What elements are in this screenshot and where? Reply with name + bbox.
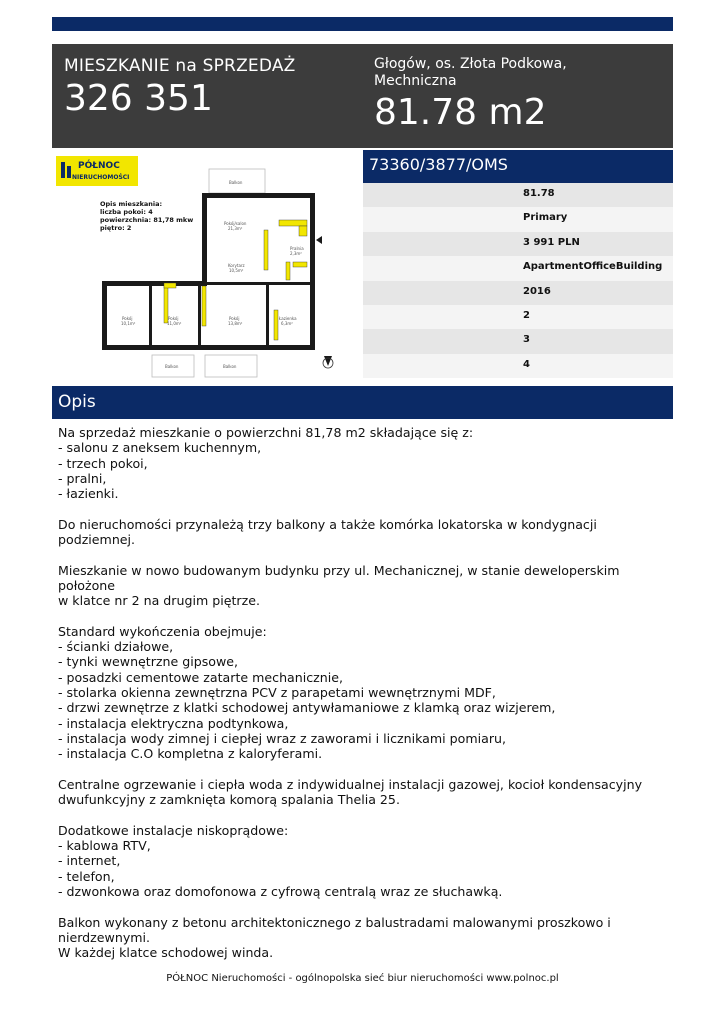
floor-plan-drawing — [52, 150, 360, 380]
description-line: - internet, — [58, 853, 121, 869]
offer-id: 73360/3877/OMS — [363, 150, 673, 183]
property-row-area: 81.78 — [363, 183, 673, 207]
plan-label-room3-area: 13,8m² — [228, 321, 243, 326]
plan-label-room2-area: 11,0m² — [167, 321, 182, 326]
plan-label-living-area: 21,3m² — [228, 226, 243, 231]
description-line: nierdzewnymi. — [58, 929, 151, 945]
description — [58, 425, 670, 976]
property-table — [363, 183, 673, 378]
plan-label-room3: Pokój — [229, 316, 240, 321]
plan-label-pralnia: Pralnia — [290, 246, 304, 251]
description-line: Na sprzedaż mieszkanie o powierzchni 81,78 m2 składające się z: — [58, 425, 474, 440]
description-line: W każdej klatce schodowej winda. — [58, 945, 274, 961]
property-row-price-per-m2: 3 991 PLN — [363, 232, 673, 256]
description-paragraph — [58, 563, 670, 609]
description-line: - posadzki cementowe zatarte mechanicznie, — [58, 669, 344, 685]
header-right — [374, 56, 664, 133]
logo-line-2: NIERUCHOMOŚCI — [72, 174, 130, 181]
plan-info-line: Opis mieszkania: — [100, 200, 163, 208]
description-paragraph — [58, 517, 670, 548]
plan-label-living: Pokój/salon — [224, 221, 247, 226]
description-line: - łazienki. — [58, 486, 119, 502]
floor-plan — [52, 150, 360, 380]
plan-label-balkon-top: Balkon — [229, 180, 243, 185]
property-row-floors: 3 — [363, 329, 673, 353]
description-paragraph — [58, 425, 670, 501]
description-line: - ścianki działowe, — [58, 639, 174, 655]
property-row-year: 2016 — [363, 281, 673, 305]
description-line: Mieszkanie w nowo budowanym budynku przy ul. Mechanicznej, w stanie deweloperskim położone — [58, 562, 620, 593]
description-line: - salonu z aneksem kuchennym, — [58, 440, 262, 456]
description-paragraph — [58, 624, 670, 762]
plan-label-balkon-bl: Balkon — [165, 364, 179, 369]
listing-price: 326 351 — [64, 78, 213, 119]
description-line: - kablowa RTV, — [58, 838, 151, 854]
plan-info-line: liczba pokoi: 4 — [100, 208, 153, 216]
description-paragraph — [58, 823, 670, 899]
description-line: - instalacja wody zimnej i ciepłej wraz z zaworami i licznikami pomiaru, — [58, 730, 507, 746]
plan-label-corridor-area: 10,5m² — [229, 268, 244, 273]
description-line: - telefon, — [58, 868, 115, 884]
property-row-floor: 2 — [363, 305, 673, 329]
description-line: Balkon wykonany z betonu architektonicznego z balustradami malowanymi proszkowo i — [58, 914, 611, 930]
listing-header — [52, 44, 673, 148]
location-line-1: Głogów, os. Złota Podkowa, — [374, 56, 567, 72]
header-left — [64, 56, 296, 119]
plan-label-balkon-br: Balkon — [223, 364, 237, 369]
logo-line-1: PÓŁNOC — [78, 161, 120, 171]
location-line-2: Mechniczna — [374, 73, 457, 89]
plan-info-line: piętro: 2 — [100, 224, 132, 232]
plan-label-pralnia-area: 2,3m² — [290, 251, 302, 256]
section-title: Opis — [52, 386, 673, 419]
description-line: Dodatkowe instalacje niskoprądowe: — [58, 822, 289, 838]
plan-label-bath: Łazienka — [279, 316, 297, 321]
plan-info-line: powierzchnia: 81,78 mkw — [100, 216, 194, 224]
description-line: - tynki wewnętrzne gipsowe, — [58, 654, 239, 670]
description-line: - instalacja C.O kompletna z kaloryferami. — [58, 746, 323, 762]
plan-label-corridor: Korytarz — [228, 263, 245, 268]
description-line: - dzwonkowa oraz domofonowa z cyfrową centralą wraz ze słuchawką. — [58, 883, 503, 899]
listing-area: 81.78 m2 — [374, 92, 547, 133]
footer: PÓŁNOC Nieruchomości - ogólnopolska sieć biur nieruchomości www.polnoc.pl — [166, 973, 559, 984]
plan-label-room1-area: 10,1m² — [121, 321, 136, 326]
description-line: - pralni, — [58, 470, 107, 486]
property-row-rooms: 4 — [363, 354, 673, 378]
description-line: dwufunkcyjny z zamknięta komorą spalania Thelia 25. — [58, 792, 400, 808]
description-paragraph — [58, 777, 670, 808]
description-line: - stolarka okienna zewnętrzna PCV z parapetami wewnętrznymi MDF, — [58, 685, 496, 701]
top-bar — [52, 17, 673, 31]
description-paragraph — [58, 915, 670, 961]
description-line: Centralne ogrzewanie i ciepła woda z indywidualnej instalacji gazowej, kocioł kondensacyjny — [58, 776, 643, 792]
description-line: w klatce nr 2 na drugim piętrze. — [58, 593, 260, 609]
property-row-building-type: ApartmentOfficeBuilding — [363, 256, 673, 280]
description-line: - instalacja elektryczna podtynkowa, — [58, 715, 289, 731]
plan-label-room2: Pokój — [168, 316, 179, 321]
description-line: - trzech pokoi, — [58, 455, 148, 471]
description-line: Standard wykończenia obejmuje: — [58, 623, 267, 639]
listing-type: MIESZKANIE na SPRZEDAŻ — [64, 56, 296, 76]
plan-label-bath-area: 6,3m² — [281, 321, 293, 326]
plan-label-room1: Pokój — [122, 316, 133, 321]
description-line: Do nieruchomości przynależą trzy balkony a także komórka lokatorska w kondygnacji podziemnej. — [58, 516, 597, 548]
property-row-market: Primary — [363, 207, 673, 231]
description-line: - drzwi zewnętrze z klatki schodowej antywłamaniowe z klamką oraz wizjerem, — [58, 700, 556, 716]
